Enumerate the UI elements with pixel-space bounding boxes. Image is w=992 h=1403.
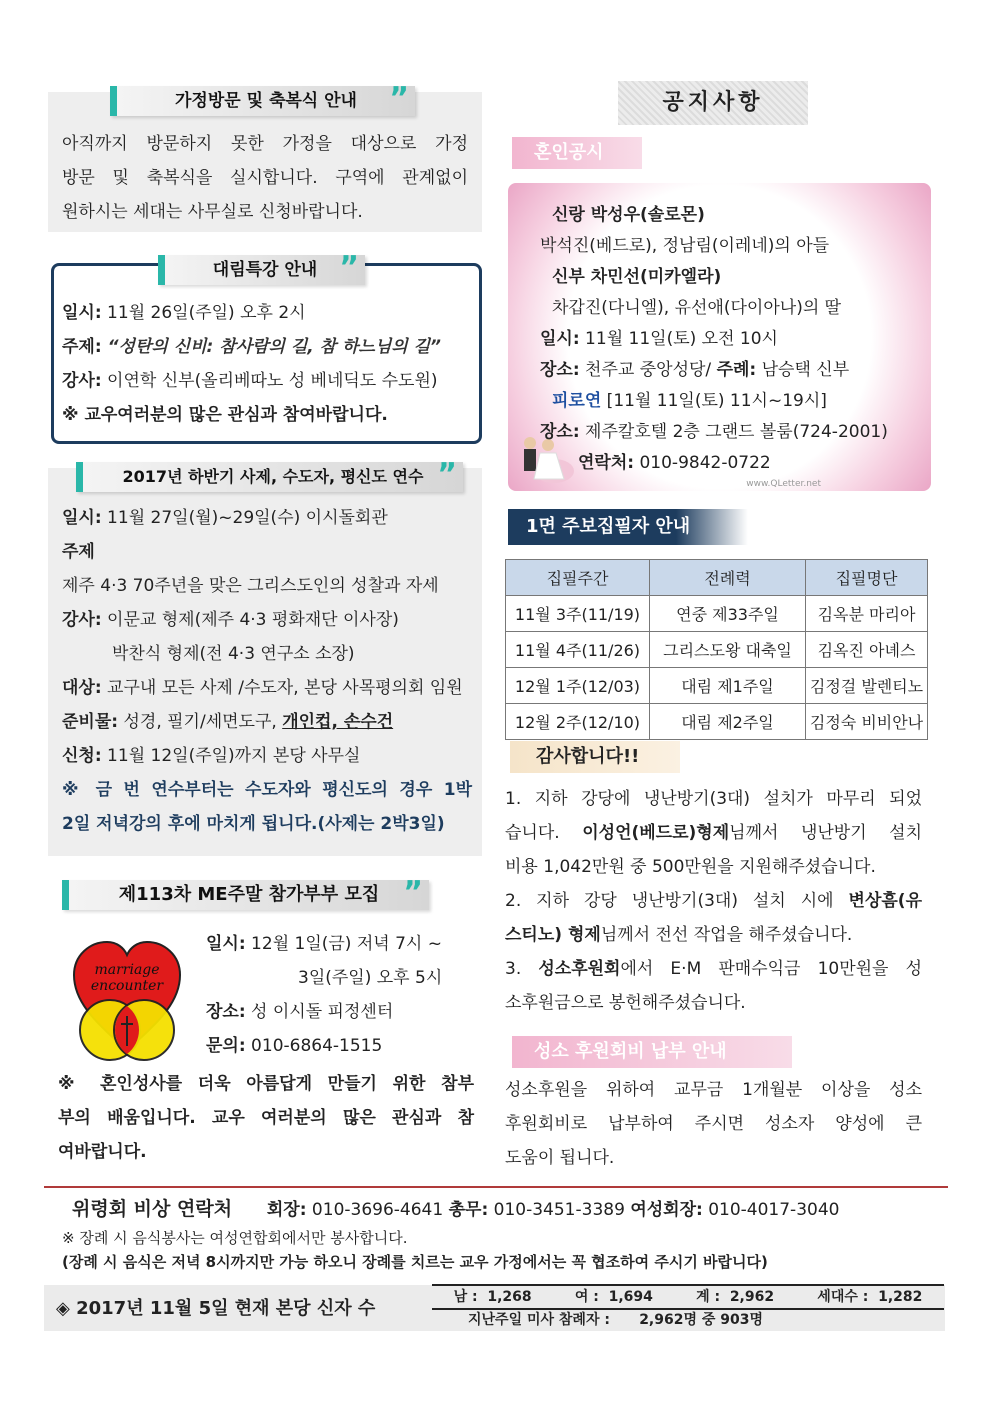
retreat-prep-label: 준비물: bbox=[62, 712, 119, 732]
chair-phone: 010-3696-4641 bbox=[306, 1200, 449, 1220]
advent-date-label: 일시: bbox=[62, 303, 102, 323]
reception-place: 제주칼호텔 2층 그랜드 볼룸(724-2001) bbox=[579, 422, 888, 442]
vocation-body bbox=[505, 1073, 922, 1175]
total-count: 2,962 bbox=[729, 1289, 775, 1305]
table-cell: 12월 2주(12/10) bbox=[506, 704, 650, 740]
officiant: 남승택 신부 bbox=[756, 360, 850, 380]
thanks-text: 2. 지하 강당 냉난방기(3대) 설치 시에 bbox=[505, 891, 849, 911]
vocation-line: 후원회비로 납부하여 주시면 성소자 양성에 큰 bbox=[505, 1114, 922, 1134]
emergency-note-2: (장례 시 음식은 저녁 8시까지만 가능 하오니 장례를 치르는 교우 가정에서는 꼭 협조하여 주시기 바랍니다) bbox=[62, 1253, 768, 1271]
retreat-speaker-2: 박찬식 형제(전 4·3 연구소 소장) bbox=[112, 644, 355, 664]
me-place: 성 이시돌 피정센터 bbox=[245, 1002, 394, 1022]
table-cell: 김옥진 아녜스 bbox=[806, 632, 928, 668]
stats-counts bbox=[432, 1284, 944, 1310]
wedding-body bbox=[540, 198, 930, 480]
groom-parents: 박석진(베드로), 정남림(이레네)의 아들 bbox=[540, 236, 830, 256]
table-row bbox=[506, 668, 928, 704]
groom: 신랑 박성우(솔로몬) bbox=[552, 205, 705, 225]
me-note bbox=[58, 1067, 474, 1169]
mass-label: 지난주일 미사 참례자 : bbox=[468, 1312, 610, 1328]
thanks-text: 3. bbox=[505, 959, 539, 979]
retreat-date-label: 일시: bbox=[62, 508, 102, 528]
table-row bbox=[506, 704, 928, 740]
advent-note: ※ 교우여러분의 많은 관심과 참여바랍니다. bbox=[62, 405, 388, 425]
male-label: 남 : bbox=[453, 1289, 478, 1305]
wedding-date: 11월 11일(토) 오전 10시 bbox=[579, 329, 778, 349]
col-header: 집필명단 bbox=[806, 560, 928, 596]
table-cell: 김정걸 발렌티노 bbox=[806, 668, 928, 704]
advent-date: 11월 26일(주일) 오후 2시 bbox=[101, 303, 306, 323]
thanks-name: 변상흠(유 bbox=[848, 891, 922, 911]
advent-theme: “성탄의 신비: 참사람의 길, 참 하느님의 길” bbox=[101, 337, 441, 357]
thanks-text: 습니다. bbox=[505, 823, 583, 843]
retreat-note: 2일 저녁강의 후에 마치게 됩니다.(사제는 2박3일) bbox=[62, 814, 445, 834]
visit-body bbox=[62, 127, 468, 229]
wedding-place-label: 장소: bbox=[540, 360, 580, 380]
wedding-label: 혼인공시 bbox=[512, 137, 642, 169]
table-cell: 연중 제33주일 bbox=[650, 596, 806, 632]
table-row bbox=[506, 596, 928, 632]
emergency-contacts bbox=[72, 1195, 932, 1224]
reception-place-label: 장소: bbox=[540, 422, 580, 442]
wedding-contact-label: 연락처: bbox=[578, 453, 635, 473]
me-date-label: 일시: bbox=[206, 934, 246, 954]
me-note-line: 여바랍니다. bbox=[58, 1142, 147, 1162]
table-cell: 김옥분 마리아 bbox=[806, 596, 928, 632]
writers-title: 1면 주보집필자 안내 bbox=[508, 509, 748, 545]
me-logo bbox=[72, 940, 182, 1065]
retreat-target-label: 대상: bbox=[62, 678, 102, 698]
chair-label: 회장: bbox=[266, 1200, 307, 1220]
thanks-name: 스티노) 형제 bbox=[505, 925, 601, 945]
footer-divider bbox=[44, 1186, 948, 1188]
me-body bbox=[206, 927, 476, 1063]
me-note-line: ※ 혼인성사를 더욱 아름답게 만들기 위한 참부 bbox=[58, 1074, 474, 1094]
table-cell: 11월 3주(11/19) bbox=[506, 596, 650, 632]
advent-theme-label: 주제: bbox=[62, 337, 102, 357]
bride: 신부 차민선(미카엘라) bbox=[552, 267, 722, 287]
mass-count: 2,962명 중 903명 bbox=[639, 1312, 764, 1328]
female-count: 1,694 bbox=[608, 1289, 653, 1305]
wedding-watermark: www.QLetter.net bbox=[746, 479, 821, 489]
officiant-label: 주례: bbox=[716, 360, 757, 380]
women-phone: 010-4017-3040 bbox=[702, 1200, 840, 1220]
retreat-note: ※ 금 번 연수부터는 수도자와 평신도의 경우 1박 bbox=[62, 780, 472, 800]
thanks-body bbox=[505, 782, 922, 1020]
me-contact-label: 문의: bbox=[206, 1036, 246, 1056]
thanks-line: 소후원금으로 봉헌해주셨습니다. bbox=[505, 993, 746, 1013]
table-cell: 김정숙 비비안나 bbox=[806, 704, 928, 740]
table-row bbox=[506, 632, 928, 668]
total-label: 계 : bbox=[696, 1289, 721, 1305]
advent-body bbox=[62, 296, 468, 432]
visit-title: 가정방문 및 축복식 안내 ” bbox=[110, 86, 415, 116]
households-label: 세대수 : bbox=[817, 1289, 869, 1305]
thanks-line: 비용 1,042만원 중 500만원을 지원해주셨습니다. bbox=[505, 857, 876, 877]
mass-attendance bbox=[468, 1310, 763, 1330]
thanks-name: 성소후원회 bbox=[538, 959, 621, 979]
col-header: 전례력 bbox=[650, 560, 806, 596]
me-date-2: 3일(주일) 오후 5시 bbox=[298, 968, 443, 988]
advent-speaker-label: 강사: bbox=[62, 371, 102, 391]
table-cell: 대림 제2주일 bbox=[650, 704, 806, 740]
wedding-place: 천주교 중앙성당/ bbox=[579, 360, 717, 380]
thanks-name: 이성언(베드로)형제 bbox=[582, 823, 730, 843]
me-title: 제113차 ME주말 참가부부 모집 ” bbox=[62, 880, 429, 910]
thanks-title: 감사합니다!! bbox=[510, 741, 680, 773]
reception: [11월 11일(토) 11시~19시] bbox=[601, 391, 827, 411]
retreat-body bbox=[62, 501, 472, 841]
women-label: 여성회장: bbox=[630, 1200, 703, 1220]
advent-speaker: 이연학 신부(올리베따노 성 베네딕도 수도원) bbox=[101, 371, 438, 391]
retreat-apply: 11월 12일(주일)까지 본당 사무실 bbox=[101, 746, 361, 766]
gen-label: 총무: bbox=[448, 1200, 489, 1220]
reception-label: 피로연 bbox=[552, 391, 602, 411]
wedding-contact: 010-9842-0722 bbox=[634, 453, 771, 473]
retreat-target: 교구내 모든 사제 /수도자, 본당 사목평의회 임원 bbox=[101, 678, 463, 698]
writers-header-row bbox=[506, 560, 928, 596]
col-header: 집필주간 bbox=[506, 560, 650, 596]
logo-text-2: encounter bbox=[90, 978, 164, 994]
table-cell: 11월 4주(11/26) bbox=[506, 632, 650, 668]
households-count: 1,282 bbox=[878, 1289, 923, 1305]
vocation-line: 성소후원을 위하여 교무금 1개월분 이상을 성소 bbox=[505, 1080, 922, 1100]
visit-line: 방문 및 축복식을 실시합니다. 구역에 관계없이 bbox=[62, 168, 468, 188]
me-place-label: 장소: bbox=[206, 1002, 246, 1022]
female-label: 여 : bbox=[574, 1289, 599, 1305]
visit-line: 아직까지 방문하지 못한 가정을 대상으로 가정 bbox=[62, 134, 468, 154]
me-date: 12월 1일(금) 저녁 7시 ~ bbox=[245, 934, 442, 954]
me-contact: 010-6864-1515 bbox=[245, 1036, 383, 1056]
notice-title: 공지사항 bbox=[618, 81, 808, 125]
retreat-prep: 성경, 필기/세면도구, bbox=[118, 712, 283, 732]
me-note-line: 부의 배움입니다. 교우 여러분의 많은 관심과 참 bbox=[58, 1108, 474, 1128]
visit-line: 원하시는 세대는 사무실로 신청바랍니다. bbox=[62, 202, 363, 222]
retreat-apply-label: 신청: bbox=[62, 746, 102, 766]
thanks-text: 님께서 냉난방기 설치 bbox=[729, 823, 923, 843]
retreat-theme: 제주 4·3 70주년을 맞은 그리스도인의 성찰과 자세 bbox=[62, 576, 439, 596]
retreat-date: 11월 27일(월)~29일(수) 이시돌회관 bbox=[101, 508, 388, 528]
emergency-note-1: ※ 장례 시 음식봉사는 여성연합회에서만 봉사합니다. bbox=[62, 1229, 408, 1247]
gen-phone: 010-3451-3389 bbox=[488, 1200, 631, 1220]
thanks-line: 1. 지하 강당에 냉난방기(3대) 설치가 마무리 되었 bbox=[505, 789, 922, 809]
emergency-title: 위령회 비상 연락처 bbox=[72, 1198, 233, 1220]
bride-parents: 차갑진(다니엘), 유선애(다이아나)의 딸 bbox=[552, 298, 842, 318]
thanks-text: 님께서 전선 작업을 해주셨습니다. bbox=[600, 925, 853, 945]
thanks-text: 에서 E·M 판매수익금 10만원을 성 bbox=[620, 959, 923, 979]
stats-title: ◈ 2017년 11월 5일 현재 본당 신자 수 bbox=[56, 1298, 376, 1319]
retreat-speaker: 이문교 형제(제주 4·3 평화재단 이사장) bbox=[101, 610, 399, 630]
table-cell: 12월 1주(12/03) bbox=[506, 668, 650, 704]
vocation-title: 성소 후원회비 납부 안내 bbox=[512, 1036, 792, 1068]
vocation-line: 도움이 됩니다. bbox=[505, 1148, 615, 1168]
male-count: 1,268 bbox=[487, 1289, 532, 1305]
retreat-prep-underlined: 개인컵, 손수건 bbox=[282, 712, 394, 732]
retreat-speaker-label: 강사: bbox=[62, 610, 102, 630]
table-cell: 그리스도왕 대축일 bbox=[650, 632, 806, 668]
retreat-title: 2017년 하반기 사제, 수도자, 평신도 연수 ” bbox=[76, 462, 463, 492]
retreat-theme-label: 주제 bbox=[62, 542, 95, 562]
logo-text-1: marriage bbox=[94, 962, 160, 978]
table-cell: 대림 제1주일 bbox=[650, 668, 806, 704]
advent-title: 대림특강 안내 ” bbox=[158, 255, 365, 285]
wedding-date-label: 일시: bbox=[540, 329, 580, 349]
writers-table bbox=[505, 559, 928, 740]
